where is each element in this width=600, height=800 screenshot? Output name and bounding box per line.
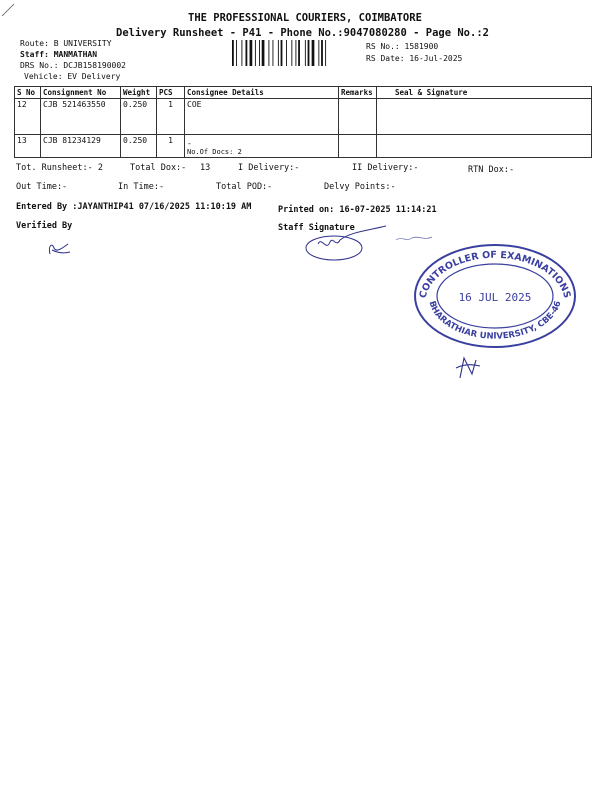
cell-sno: 13 <box>15 135 41 158</box>
verifier-signature <box>44 236 78 260</box>
col-consignment: Consignment No <box>41 87 121 99</box>
printed-on: Printed on: 16-07-2025 11:14:21 <box>278 205 437 215</box>
col-sno: S No <box>15 87 41 99</box>
rs-date: RS Date: 16-Jul-2025 <box>366 54 463 63</box>
cell-remarks <box>339 99 377 135</box>
stamp-top-text: CONTROLLER OF EXAMINATIONS <box>417 249 573 300</box>
out-time: Out Time:- <box>16 182 68 192</box>
runsheet-table <box>14 86 592 158</box>
col-weight: Weight <box>121 87 157 99</box>
consignee-name: COE <box>187 100 202 109</box>
cell-pcs: 1 <box>157 135 185 158</box>
col-remarks: Remarks <box>339 87 377 99</box>
table-header-row <box>15 87 592 99</box>
stamp-bottom-text: BHARATHIAR UNIVERSITY, CBE-46 <box>426 299 564 342</box>
consignee-name: - <box>187 139 192 148</box>
col-consignee: Consignee Details <box>185 87 339 99</box>
rtn-dox: RTN Dox:- <box>468 165 515 175</box>
cell-consignment: CJB 521463550 <box>41 99 121 135</box>
stamp-date: 16 JUL 2025 <box>458 291 532 304</box>
vehicle: Vehicle: EV Delivery <box>24 72 121 81</box>
i-delivery: I Delivery:- <box>238 163 300 173</box>
cell-pcs: 1 <box>157 99 185 135</box>
verified-by: Verified By <box>16 221 73 231</box>
total-dox-value: 13 <box>200 163 211 173</box>
stamp-initials <box>446 350 486 384</box>
staff: Staff: MANMATHAN <box>20 50 98 59</box>
cell-seal <box>377 135 592 158</box>
table-row <box>15 99 592 135</box>
cell-sno: 12 <box>15 99 41 135</box>
staff-signature <box>300 222 390 266</box>
cell-consignee <box>185 135 339 158</box>
cell-consignee <box>185 99 339 135</box>
consignee-note: No.Of Docs: 2 <box>187 148 242 156</box>
barcode-image <box>232 40 352 66</box>
entered-by: Entered By :JAYANTHIP41 07/16/2025 11:10:19 AM <box>16 202 252 212</box>
total-pod: Total POD:- <box>216 182 273 192</box>
cell-weight: 0.250 <box>121 135 157 158</box>
tot-runsheet: Tot. Runsheet:- 2 <box>16 163 103 173</box>
total-dox-label: Total Dox:- <box>130 163 187 173</box>
table-row <box>15 135 592 158</box>
staff-signature-label: Staff Signature <box>278 223 355 233</box>
examinations-stamp <box>410 238 580 348</box>
col-seal: Seal & Signature <box>377 87 592 99</box>
cell-weight: 0.250 <box>121 99 157 135</box>
runsheet-subtitle: Delivery Runsheet - P41 - Phone No.:9047080280 - Page No.:2 <box>116 27 489 39</box>
cell-consignment: CJB 81234129 <box>41 135 121 158</box>
delvy-points: Delvy Points:- <box>324 182 396 192</box>
corner-mark <box>0 0 20 20</box>
col-pcs: PCS <box>157 87 185 99</box>
rs-number: RS No.: 1581900 <box>366 42 439 51</box>
route: Route: B UNIVERSITY <box>20 39 112 48</box>
cell-seal <box>377 99 592 135</box>
in-time: In Time:- <box>118 182 165 192</box>
drs-number: DRS No.: DCJB158190002 <box>20 61 126 70</box>
company-title: THE PROFESSIONAL COURIERS, COIMBATORE <box>188 12 422 24</box>
cell-remarks <box>339 135 377 158</box>
ii-delivery: II Delivery:- <box>352 163 419 173</box>
